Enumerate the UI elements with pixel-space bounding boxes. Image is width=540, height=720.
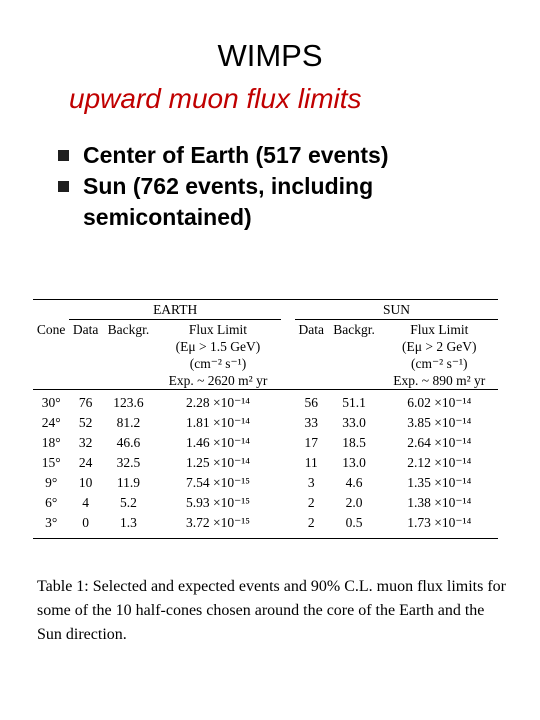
table-row <box>33 493 498 513</box>
cell-earth-backgr: 46.6 <box>116 435 141 450</box>
cell-sun-flux: 1.35 ×10⁻¹⁴ <box>407 475 472 490</box>
cell-earth-flux: 2.28 ×10⁻¹⁴ <box>185 395 250 410</box>
group-sun: SUN <box>295 300 498 320</box>
cell-cone: 30° <box>41 395 61 410</box>
col-sun-data: Data <box>298 322 324 337</box>
table-row <box>33 473 498 493</box>
group-earth: EARTH <box>69 300 281 320</box>
cell-sun-backgr: 33.0 <box>342 415 366 430</box>
sun-flux-unit: (cm⁻² s⁻¹) <box>411 356 468 371</box>
cell-sun-flux: 3.85 ×10⁻¹⁴ <box>407 415 472 430</box>
cell-earth-flux: 5.93 ×10⁻¹⁵ <box>185 495 250 510</box>
cell-cone: 15° <box>41 455 61 470</box>
cell-earth-data: 32 <box>78 435 93 450</box>
cell-sun-backgr: 51.1 <box>342 395 366 410</box>
bullet-list <box>58 140 528 233</box>
col-earth-backgr: Backgr. <box>107 322 150 337</box>
cell-sun-data: 2 <box>307 515 315 530</box>
cell-cone: 3° <box>45 515 58 530</box>
col-cone: Cone <box>36 321 66 337</box>
bullet-text: Center of Earth (517 events) <box>83 142 389 168</box>
cell-cone: 9° <box>45 475 58 490</box>
cell-sun-flux: 1.38 ×10⁻¹⁴ <box>407 495 472 510</box>
cell-sun-flux: 1.73 ×10⁻¹⁴ <box>407 515 472 530</box>
earth-flux-unit: (cm⁻² s⁻¹) <box>189 356 247 371</box>
table-caption: Table 1: Selected and expected events and 90% C.L. muon flux limits for some of the 10 half-cones chosen around the core of the Earth and the Sun direction. <box>37 578 506 643</box>
cell-earth-backgr: 81.2 <box>116 415 141 430</box>
table-column-header <box>33 320 498 339</box>
cell-earth-data: 0 <box>82 515 89 530</box>
cell-sun-data: 3 <box>307 475 315 490</box>
cell-sun-data: 17 <box>304 435 318 450</box>
earth-exposure: Exp. ~ 2620 m² yr <box>168 373 268 388</box>
slide-title: WIMPS <box>217 38 323 73</box>
cell-earth-backgr: 5.2 <box>119 495 137 510</box>
table-body <box>33 390 498 539</box>
table-row <box>33 390 498 414</box>
table-group-header <box>33 300 498 320</box>
cell-cone: 6° <box>45 495 58 510</box>
cell-sun-backgr: 0.5 <box>345 515 363 530</box>
table-units-row <box>33 338 498 355</box>
cell-earth-backgr: 32.5 <box>116 455 141 470</box>
sun-energy-cut: (Eμ > 2 GeV) <box>402 339 477 354</box>
col-earth-flux: Flux Limit <box>188 322 248 337</box>
table-row <box>33 513 498 539</box>
table-row <box>33 413 498 433</box>
cell-earth-backgr: 123.6 <box>113 395 144 410</box>
table-row <box>33 433 498 453</box>
cell-earth-data: 52 <box>78 415 93 430</box>
bullet-square-icon <box>58 181 69 192</box>
cell-earth-backgr: 1.3 <box>119 515 137 530</box>
bullet-text: Sun (762 events, including semicontained) <box>83 173 374 230</box>
bullet-square-icon <box>58 150 69 161</box>
table-units-row <box>33 355 498 372</box>
cell-sun-backgr: 2.0 <box>345 495 363 510</box>
cell-sun-data: 56 <box>304 395 318 410</box>
sun-exposure: Exp. ~ 890 m² yr <box>393 373 486 388</box>
table-units-row <box>33 372 498 390</box>
cell-sun-data: 11 <box>304 455 318 470</box>
cell-cone: 24° <box>41 415 61 430</box>
cell-sun-flux: 6.02 ×10⁻¹⁴ <box>407 395 472 410</box>
cell-earth-flux: 1.25 ×10⁻¹⁴ <box>185 455 250 470</box>
cell-sun-backgr: 13.0 <box>342 455 366 470</box>
cell-cone: 18° <box>41 435 61 450</box>
cell-earth-data: 10 <box>78 475 93 490</box>
bullet-item <box>58 140 528 171</box>
col-sun-flux: Flux Limit <box>410 322 469 337</box>
table-row <box>33 453 498 473</box>
cell-earth-data: 24 <box>78 455 93 470</box>
col-sun-backgr: Backgr. <box>333 322 375 337</box>
cell-earth-backgr: 11.9 <box>116 475 140 490</box>
cell-sun-data: 33 <box>304 415 318 430</box>
cell-earth-flux: 7.54 ×10⁻¹⁵ <box>185 475 250 490</box>
bullet-item <box>58 171 528 233</box>
slide-subtitle: upward muon flux limits <box>69 83 362 114</box>
cell-sun-backgr: 18.5 <box>342 435 366 450</box>
cell-earth-data: 4 <box>82 495 89 510</box>
cell-earth-flux: 1.46 ×10⁻¹⁴ <box>185 435 250 450</box>
cell-sun-backgr: 4.6 <box>345 475 363 490</box>
flux-limit-table <box>33 299 498 539</box>
cell-earth-data: 76 <box>78 395 93 410</box>
cell-sun-data: 2 <box>307 495 315 510</box>
cell-sun-flux: 2.12 ×10⁻¹⁴ <box>407 455 472 470</box>
cell-earth-flux: 3.72 ×10⁻¹⁵ <box>185 515 250 530</box>
col-earth-data: Data <box>72 322 99 337</box>
cell-earth-flux: 1.81 ×10⁻¹⁴ <box>185 415 250 430</box>
cell-sun-flux: 2.64 ×10⁻¹⁴ <box>407 435 472 450</box>
earth-energy-cut: (Eμ > 1.5 GeV) <box>175 339 261 354</box>
